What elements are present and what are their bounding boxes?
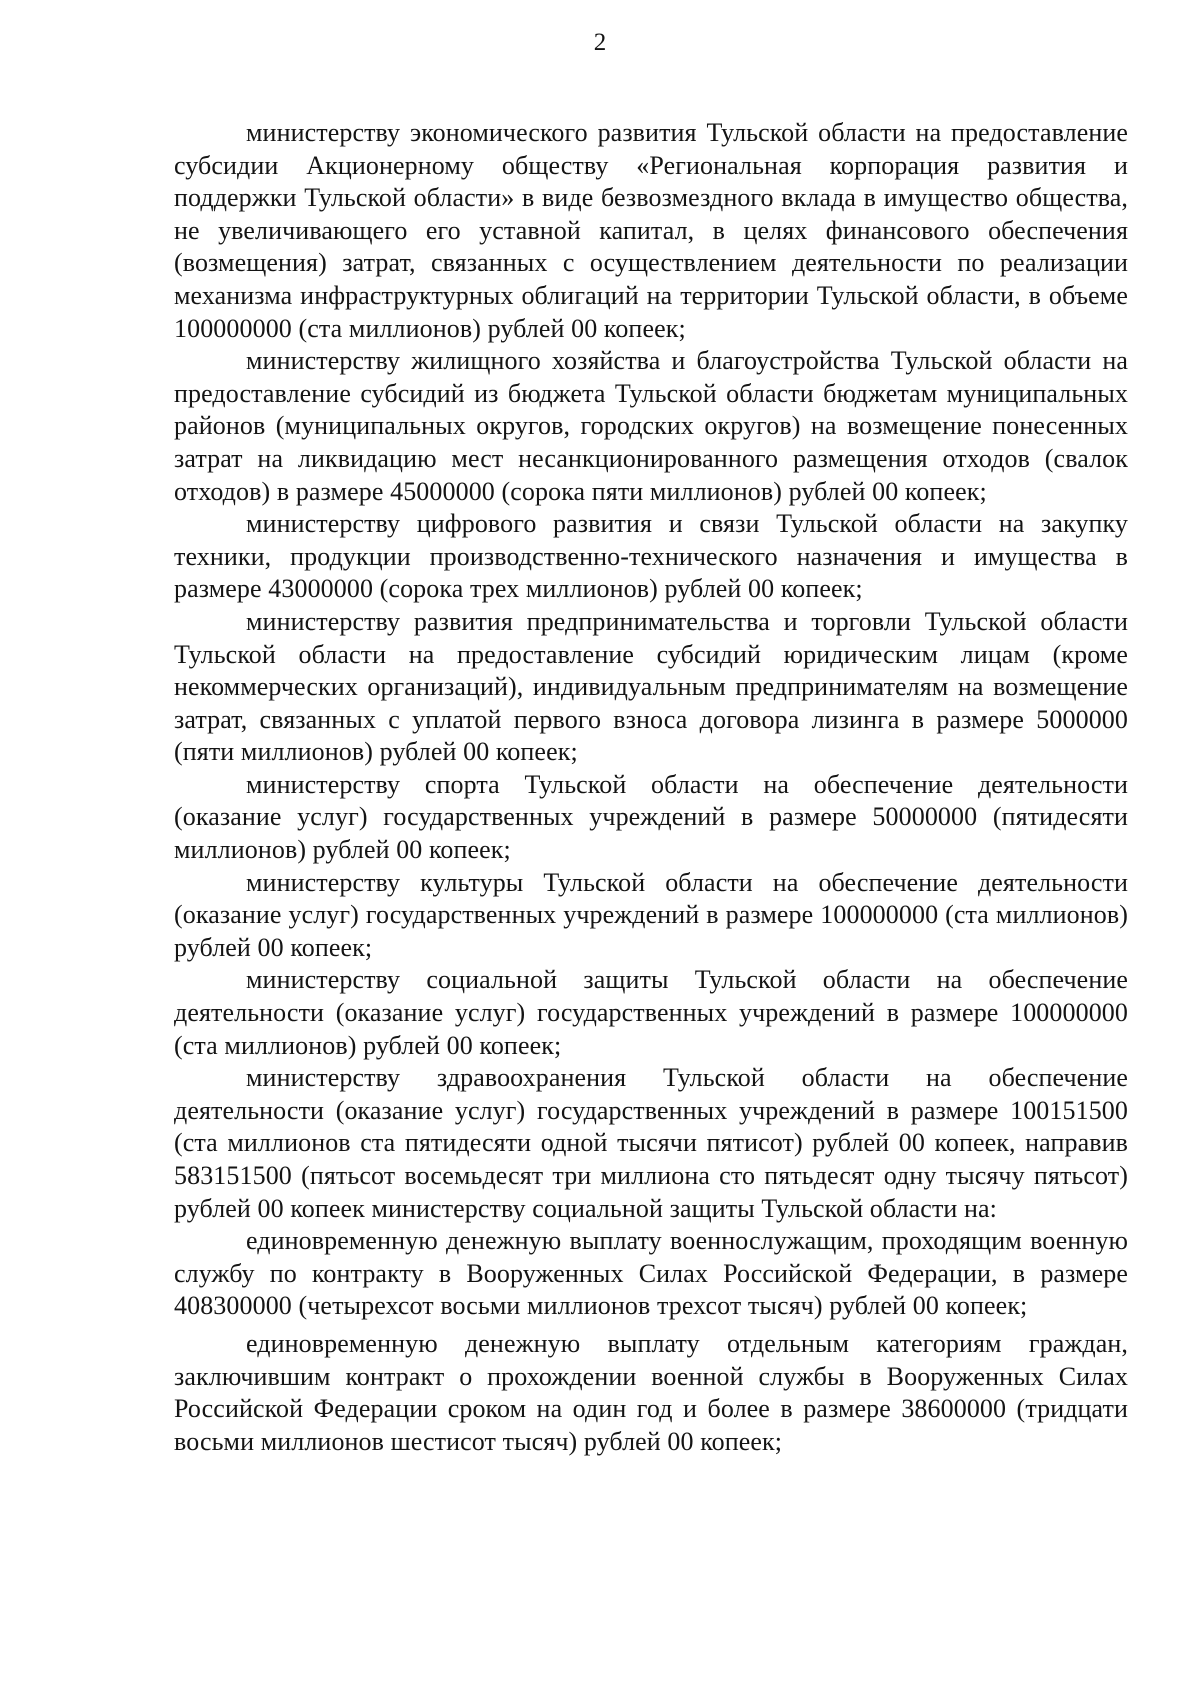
paragraph-health: министерству здравоохранения Тульской области на обеспечение деятельности (оказание услуг) государственных учреждений в размере 100151500 (ста миллионов ста пятидесяти одной тысячи пятисот) рублей 00 копеек, направив 583151500 (пятьсот восемьдесят три миллиона сто пятьдесят одну тысячу пятьсот) рублей 00 копеек министерству социальной защиты Тульской области на: <box>174 1063 1128 1223</box>
paragraph-social-protection: министерству социальной защиты Тульской области на обеспечение деятельности (оказание услуг) государственных учреждений в размере 100000000 (ста миллионов) рублей 00 копеек; <box>174 965 1128 1060</box>
paragraph-culture: министерству культуры Тульской области на обеспечение деятельности (оказание услуг) государственных учреждений в размере 100000000 (ста миллионов) рублей 00 копеек; <box>174 867 1128 962</box>
paragraph-housing: министерству жилищного хозяйства и благоустройства Тульской области на предоставление субсидий из бюджета Тульской области бюджетам муниципальных районов (муниципальных округов, городских округов) на возмещение понесенных затрат на ликвидацию мест несанкционированного размещения отходов (свалок отходов) в размере 45000000 (сорока пяти миллионов) рублей 00 копеек; <box>174 346 1128 506</box>
paragraph-digital-development: министерству цифрового развития и связи Тульской области на закупку техники, продукции производственно-технического назначения и имущества в размере 43000000 (сорока трех миллионов) рублей 00 копеек; <box>174 509 1128 604</box>
paragraph-sport: министерству спорта Тульской области на обеспечение деятельности (оказание услуг) государственных учреждений в размере 50000000 (пятидесяти миллионов) рублей 00 копеек; <box>174 769 1128 865</box>
paragraph-entrepreneurship: министерству развития предпринимательства и торговли Тульской области Тульской области на предоставление субсидий юридическим лицам (кроме некоммерческих организаций), индивидуальным предпринимателям на возмещение затрат, связанных с уплатой первого взноса договора лизинга в размере 5000000 (пяти миллионов) рублей 00 копеек; <box>174 606 1128 767</box>
page-number: 2 <box>593 29 607 56</box>
document-body <box>174 117 1128 1458</box>
paragraph-military-payment: единовременную денежную выплату военнослужащим, проходящим военную службу по контракту в Вооруженных Силах Российской Федерации, в размере 408300000 (четырехсот восьми миллионов трехсот тысяч) рублей 00 копеек; <box>174 1226 1128 1321</box>
paragraph-citizens-payment: единовременную денежную выплату отдельным категориям граждан, заключившим контракт о прохождении военной службы в Вооруженных Силах Российской Федерации сроком на один год и более в размере 38600000 (тридцати восьми миллионов шестисот тысяч) рублей 00 копеек; <box>174 1328 1128 1456</box>
paragraph-economic-development: министерству экономического развития Тульской области на предоставление субсидии Акционерному обществу «Региональная корпорация развития и поддержки Тульской области» в виде безвозмездного вклада в имущество общества, не увеличивающего его уставной капитал, в целях финансового обеспечения (возмещения) затрат, связанных с осуществлением деятельности по реализации механизма инфраструктурных облигаций на территории Тульской области, в объеме 100000000 (ста миллионов) рублей 00 копеек; <box>174 118 1128 343</box>
